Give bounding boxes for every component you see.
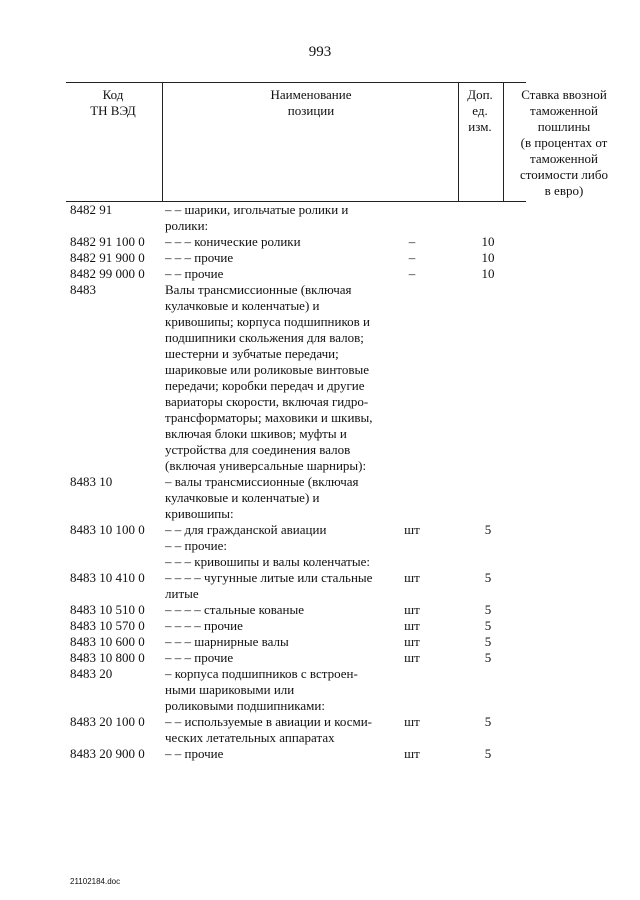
row-rate: 10 [481, 266, 495, 281]
row-unit: шт [404, 746, 420, 761]
header-unit: Доп. ед. изм. [467, 87, 493, 134]
row-name: – – – конические ролики [165, 234, 301, 249]
row-name: – – – – чугунные литые или стальные литые [165, 570, 373, 601]
row-unit: – [408, 250, 416, 265]
row-name: – корпуса подшипников с встроен- ными шариковыми или роликовыми подшипниками: [165, 666, 358, 713]
row-code: 8483 [70, 282, 96, 297]
row-rate: 10 [481, 234, 495, 249]
row-rate: 5 [484, 618, 492, 633]
table-header [66, 82, 608, 202]
row-unit: – [408, 234, 416, 249]
row-unit: шт [404, 618, 420, 633]
row-code: 8482 91 900 0 [70, 250, 145, 265]
row-name: – – прочие [165, 266, 224, 281]
row-code: 8483 20 [70, 666, 113, 681]
row-unit: шт [404, 650, 420, 665]
table-row [0, 522, 640, 538]
document-filename: 21102184.doc [70, 877, 121, 886]
table-row [0, 746, 640, 762]
row-code: 8483 20 100 0 [70, 714, 145, 729]
table-row [0, 714, 640, 746]
row-code: 8483 10 510 0 [70, 602, 145, 617]
table-row [0, 250, 640, 266]
table-row [0, 474, 640, 522]
table-row [0, 666, 640, 714]
row-rate: 5 [484, 746, 492, 761]
row-unit: шт [404, 522, 420, 537]
header-code: Код ТН ВЭД [90, 87, 136, 118]
table-row [0, 282, 640, 474]
row-rate: 5 [484, 602, 492, 617]
table-row [0, 570, 640, 602]
row-name: – – прочие [165, 746, 224, 761]
column-divider [503, 83, 504, 201]
row-code: 8483 10 570 0 [70, 618, 145, 633]
table-row [0, 234, 640, 250]
table-row [0, 634, 640, 650]
row-code: 8483 10 800 0 [70, 650, 145, 665]
row-rate: 5 [484, 522, 492, 537]
table-row [0, 618, 640, 634]
row-rate: 5 [484, 714, 492, 729]
row-name: – – – – стальные кованые [165, 602, 304, 617]
column-divider [162, 83, 163, 201]
row-code: 8483 10 [70, 474, 113, 489]
table-row [0, 602, 640, 618]
row-unit: шт [404, 714, 420, 729]
row-rate: 5 [484, 634, 492, 649]
row-rate: 10 [481, 250, 495, 265]
row-rate: 5 [484, 650, 492, 665]
row-name: – валы трансмиссионные (включая кулачковые и коленчатые) и кривошипы: [165, 474, 359, 521]
row-name: – – – – прочие [165, 618, 243, 633]
header-name: Наименование позиции [270, 87, 352, 118]
row-unit: шт [404, 570, 420, 585]
row-name: – – – прочие [165, 250, 234, 265]
row-name: – – шарики, игольчатые ролики и ролики: [165, 202, 349, 233]
row-rate: 5 [484, 570, 492, 585]
row-name: – – используемые в авиации и косми- ческих летательных аппаратах [165, 714, 372, 745]
row-name: Валы трансмиссионные (включая кулачковые и коленчатые) и кривошипы; корпуса подшипников и подшипники скольжения для валов; шестерни и зубчатые передачи; шариковые или роликовые винтовые передачи; коробки передач и другие вариаторы скорости, включая гидро- трансформаторы; маховики и шкивы, включая блоки шкивов; муфты и устройства для соединения валов (включая универсальные шарниры): [165, 282, 373, 473]
row-code: 8483 20 900 0 [70, 746, 145, 761]
row-name: – – – прочие [165, 650, 234, 665]
row-name: – – – кривошипы и валы коленчатые: [165, 554, 370, 569]
row-name: – – прочие: [165, 538, 227, 553]
header-rate: Ставка ввозной таможенной пошлины (в процентах от таможенной стоимости либо в евро) [519, 87, 608, 198]
row-code: 8483 10 600 0 [70, 634, 145, 649]
row-unit: шт [404, 602, 420, 617]
row-name: – – – шарнирные валы [165, 634, 289, 649]
table-row [0, 554, 640, 570]
row-unit: шт [404, 634, 420, 649]
tariff-table-body [0, 202, 640, 762]
row-code: 8482 91 [70, 202, 113, 217]
page-number: 993 [308, 44, 332, 60]
table-row [0, 202, 640, 234]
table-row [0, 650, 640, 666]
row-code: 8483 10 100 0 [70, 522, 145, 537]
row-code: 8482 99 000 0 [70, 266, 145, 281]
row-code: 8482 91 100 0 [70, 234, 145, 249]
table-row [0, 266, 640, 282]
table-row [0, 538, 640, 554]
row-name: – – для гражданской авиации [165, 522, 327, 537]
row-unit: – [408, 266, 416, 281]
row-code: 8483 10 410 0 [70, 570, 145, 585]
